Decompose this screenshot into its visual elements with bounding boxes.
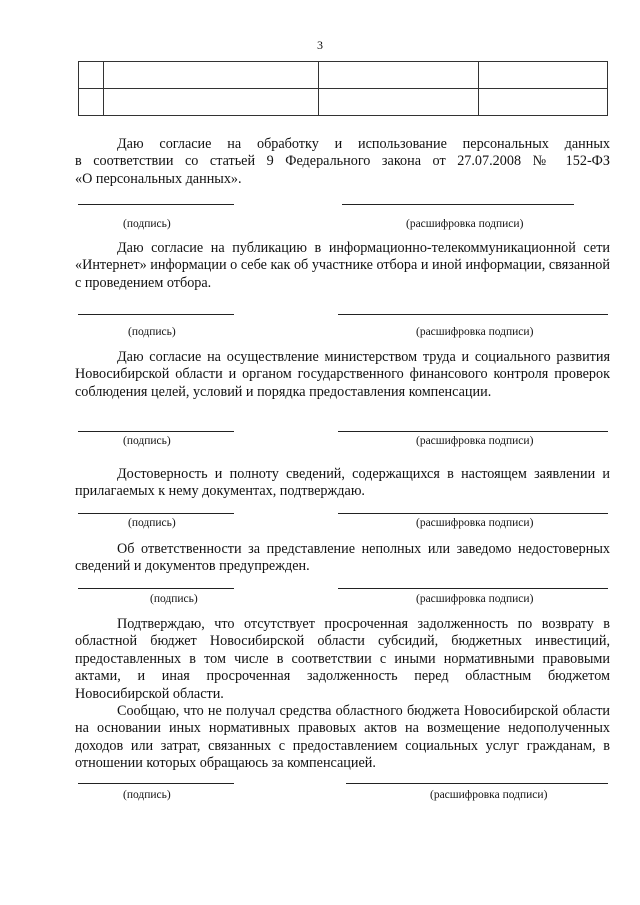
- decoding-line[interactable]: [338, 588, 608, 589]
- signature-line[interactable]: [78, 513, 234, 514]
- signature-caption: (подпись): [128, 326, 176, 338]
- table-row: [79, 62, 608, 89]
- reliability-paragraph: Достоверность и полноту сведений, содержащихся в настоящем заявлении и прилагаемых к нему документах, подтверждаю.: [75, 466, 610, 500]
- no-funds-paragraph: Сообщаю, что не получал средства областного бюджета Новосибирской области на основании иных нормативных правовых актов на возмещение недополученных доходов или затрат, связанных с предоставлением социальных услуг гражданам, в отношении которых обращаюсь за компенсацией.: [75, 703, 610, 772]
- decoding-line[interactable]: [346, 783, 608, 784]
- table-cell: [104, 62, 319, 89]
- signature-line[interactable]: [78, 431, 234, 432]
- signature-line[interactable]: [78, 588, 234, 589]
- data-table: [78, 61, 608, 116]
- decoding-line[interactable]: [338, 431, 608, 432]
- table-cell: [479, 89, 608, 116]
- table-row: [79, 89, 608, 116]
- consent-inspections-paragraph: Даю согласие на осуществление министерством труда и социального развития Новосибирской области и органом государственного финансового контроля проверок соблюдения целей, условий и порядка предоставления компенсации.: [75, 349, 610, 400]
- decoding-line[interactable]: [338, 314, 608, 315]
- decoding-line[interactable]: [342, 204, 574, 205]
- decoding-caption: (расшифровка подписи): [416, 517, 534, 529]
- table-cell: [79, 89, 104, 116]
- table-cell: [104, 89, 319, 116]
- signature-caption: (подпись): [150, 593, 198, 605]
- decoding-caption: (расшифровка подписи): [406, 218, 524, 230]
- signature-caption: (подпись): [123, 789, 171, 801]
- decoding-caption: (расшифровка подписи): [416, 326, 534, 338]
- signature-caption: (подпись): [123, 435, 171, 447]
- table-cell: [319, 89, 479, 116]
- consent-publication-paragraph: Даю согласие на публикацию в информационно-телекоммуникационной сети «Интернет» информации о себе как об участнике отбора и иной информации, связанной с проведением отбора.: [75, 240, 610, 291]
- signature-caption: (подпись): [128, 517, 176, 529]
- signature-caption: (подпись): [123, 218, 171, 230]
- consent-personal-data-line-1: Даю согласие на обработку и использование персональных данных: [117, 136, 610, 152]
- decoding-line[interactable]: [338, 513, 608, 514]
- table-cell: [319, 62, 479, 89]
- signature-line[interactable]: [78, 783, 234, 784]
- decoding-caption: (расшифровка подписи): [430, 789, 548, 801]
- table-cell: [479, 62, 608, 89]
- table-cell: [79, 62, 104, 89]
- page-number: 3: [317, 38, 323, 52]
- signature-line[interactable]: [78, 314, 234, 315]
- responsibility-paragraph: Об ответственности за представление неполных или заведомо недостоверных сведений и документов предупрежден.: [75, 541, 610, 575]
- signature-line[interactable]: [78, 204, 234, 205]
- no-debt-paragraph: Подтверждаю, что отсутствует просроченная задолженность по возврату в областной бюджет Новосибирской области субсидий, бюджетных инвестиций, предоставленных в том числе в соответствии с иными нормативными правовыми актами, и иная просроченная задолженность перед областным бюджетом Новосибирской области.: [75, 616, 610, 702]
- decoding-caption: (расшифровка подписи): [416, 435, 534, 447]
- decoding-caption: (расшифровка подписи): [416, 593, 534, 605]
- consent-personal-data-line-3: «О персональных данных».: [75, 171, 242, 187]
- consent-personal-data-line-2: в соответствии со статьей 9 Федерального закона от 27.07.2008 № 152-ФЗ: [75, 153, 610, 169]
